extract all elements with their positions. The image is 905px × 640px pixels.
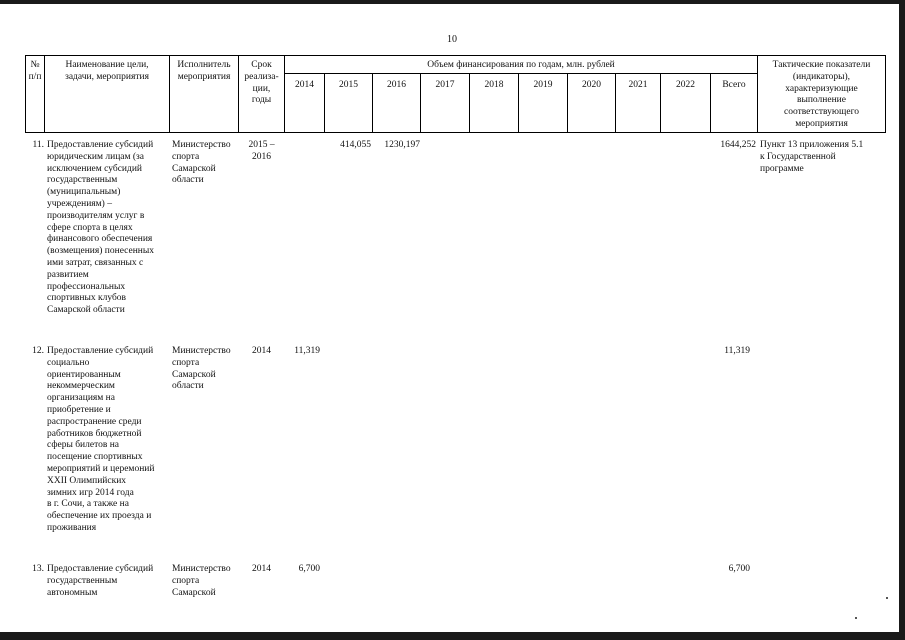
header-indicators: Тактические показатели (индикаторы), характеризующие выполнение соответствующего мероприятия — [772, 60, 871, 129]
page-number: 10 — [447, 34, 457, 45]
header-year-2020: 2020 — [582, 80, 601, 90]
row-12-name: Предоставление субсидий социально ориентированным некоммерческим организациям на приобретение и распространение среди работников бюджетной сферы билетов на посещение спортивных мероприятий и церемоний XXII Олимпийских зимних игр 2014 года в г. Сочи, а также на обеспечение их проезда и проживания — [47, 346, 155, 533]
row-12-executor: Министерство спорта Самарской области — [172, 346, 231, 392]
scan-bottom-edge — [0, 632, 905, 640]
header-year-2019: 2019 — [533, 80, 553, 90]
header-year-2021: 2021 — [628, 80, 648, 90]
row-13-value-2014: 6,700 — [298, 564, 320, 574]
header-name: Наименование цели, задачи, мероприятия — [65, 60, 149, 82]
row-11-indicator: Пункт 13 приложения 5.1 к Государственной программе — [760, 140, 864, 174]
row-12-number: 12. — [32, 346, 44, 356]
row-11-value-2015: 414,055 — [340, 140, 371, 150]
row-12-term: 2014 — [252, 346, 271, 356]
header-term: Срок реализа- ции, годы — [244, 60, 279, 106]
header-year-2017: 2017 — [435, 80, 455, 90]
row-13-number: 13. — [32, 564, 44, 574]
row-11-number: 11. — [32, 140, 44, 150]
row-13-executor: Министерство спорта Самарской — [172, 564, 231, 598]
row-11-term: 2015 – 2016 — [248, 140, 275, 162]
row-11-executor: Министерство спорта Самарской области — [172, 140, 231, 186]
row-13-total: 6,700 — [728, 564, 750, 574]
header-executor: Исполнитель мероприятия — [177, 60, 231, 82]
row-13-term: 2014 — [252, 564, 271, 574]
scan-top-edge — [0, 0, 905, 4]
scan-speck — [886, 597, 888, 599]
row-11-total: 1644,252 — [720, 140, 756, 150]
header-year-2014: 2014 — [295, 80, 314, 90]
row-13-name: Предоставление субсидий государственным автономным — [47, 564, 154, 598]
scan-speck — [855, 617, 857, 619]
row-11-value-2016: 1230,197 — [384, 140, 420, 150]
scan-right-edge — [899, 0, 905, 640]
header-funding-title: Объем финансирования по годам, млн. рублей — [427, 60, 615, 70]
col-line-name — [44, 55, 45, 133]
row-11-name: Предоставление субсидий юридическим лицам (за исключением субсидий государственным (муниципальным) учреждениям) – производителям услуг в сфере спорта в целях финансового обеспечения (возмещения) понесенных ими затрат, связанных с развитием профессиональных спортивных клубов Самарской области — [47, 140, 155, 316]
header-year-2015: 2015 — [339, 80, 358, 90]
header-number: № п/п — [28, 60, 42, 82]
header-year-2018: 2018 — [484, 80, 504, 90]
header-year-2022: 2022 — [676, 80, 695, 90]
row-12-total: 11,319 — [724, 346, 750, 356]
row-12-value-2014: 11,319 — [294, 346, 320, 356]
header-year-2016: 2016 — [387, 80, 406, 90]
header-total: Всего — [722, 80, 746, 90]
col-line-right — [885, 55, 886, 133]
funding-subheader-rule — [284, 73, 757, 74]
